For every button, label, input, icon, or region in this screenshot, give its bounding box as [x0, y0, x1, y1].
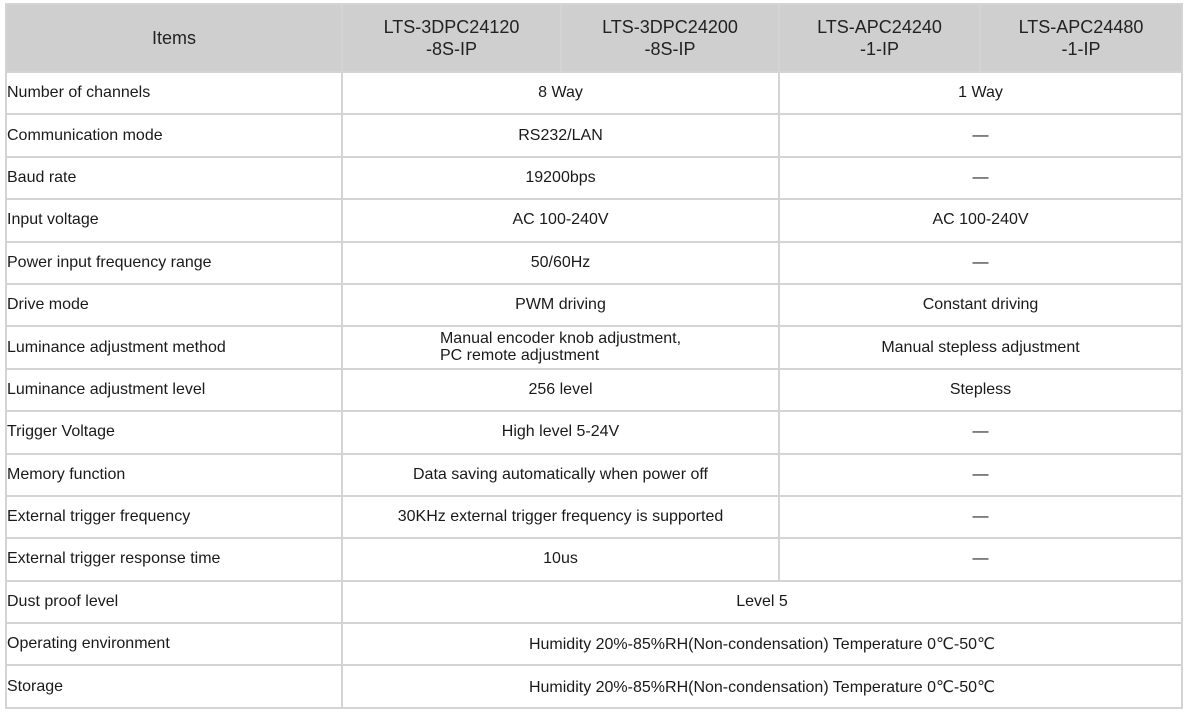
value-all-models: Humidity 20%-85%RH(Non-condensation) Temperature 0℃-50℃ [342, 665, 1182, 707]
table-row [6, 454, 1182, 496]
row-label: Operating environment [6, 623, 342, 665]
table-row [6, 284, 1182, 326]
value-8s-group: High level 5-24V [342, 411, 779, 453]
header-model-1-line2: -8S-IP [425, 39, 477, 59]
value-1ip-group: Constant driving [779, 284, 1182, 326]
value-8s-group: RS232/LAN [342, 114, 779, 156]
value-8s-group: Data saving automatically when power off [342, 454, 779, 496]
row-label: Storage [6, 665, 342, 707]
table-row [6, 665, 1182, 707]
header-row [6, 4, 1182, 72]
value-1ip-group: — [779, 454, 1182, 496]
value-1ip-group: — [779, 496, 1182, 538]
value-8s-group: 10us [342, 538, 779, 580]
value-line-2: PC remote adjustment [439, 347, 600, 365]
value-1ip-group: — [779, 538, 1182, 580]
row-label: Luminance adjustment method [6, 326, 342, 368]
value-1ip-group: — [779, 242, 1182, 284]
value-1ip-group: Manual stepless adjustment [779, 326, 1182, 368]
row-label: Luminance adjustment level [6, 369, 342, 411]
value-all-models: Level 5 [342, 581, 1182, 623]
table-row [6, 538, 1182, 580]
value-8s-group [342, 326, 779, 368]
row-label: Input voltage [6, 199, 342, 241]
specification-table [5, 3, 1183, 709]
header-model-3 [779, 4, 980, 72]
row-label: Dust proof level [6, 581, 342, 623]
value-8s-group: PWM driving [342, 284, 779, 326]
value-8s-group: 50/60Hz [342, 242, 779, 284]
value-1ip-group: — [779, 411, 1182, 453]
row-label: Drive mode [6, 284, 342, 326]
row-label: External trigger response time [6, 538, 342, 580]
row-label: Number of channels [6, 72, 342, 114]
header-model-4 [980, 4, 1182, 72]
row-label: Memory function [6, 454, 342, 496]
value-8s-group-text [440, 330, 681, 364]
table-row [6, 326, 1182, 368]
value-1ip-group: — [779, 157, 1182, 199]
value-1ip-group: 1 Way [779, 72, 1182, 114]
value-line-1: Manual encoder knob adjustment, [439, 330, 682, 348]
header-model-4-line1: LTS-APC24480 [1018, 17, 1144, 37]
value-8s-group: 19200bps [342, 157, 779, 199]
row-label: External trigger frequency [6, 496, 342, 538]
row-label: Baud rate [6, 157, 342, 199]
table-row [6, 496, 1182, 538]
header-model-2-line1: LTS-3DPC24200 [602, 17, 738, 37]
header-model-3-line1: LTS-APC24240 [817, 17, 942, 37]
value-1ip-group: AC 100-240V [779, 199, 1182, 241]
value-8s-group: 8 Way [342, 72, 779, 114]
row-label: Power input frequency range [6, 242, 342, 284]
row-label: Trigger Voltage [6, 411, 342, 453]
header-model-1 [342, 4, 561, 72]
value-8s-group: 256 level [342, 369, 779, 411]
header-items: Items [6, 4, 342, 72]
value-all-models: Humidity 20%-85%RH(Non-condensation) Temperature 0℃-50℃ [342, 623, 1182, 665]
header-model-1-line1: LTS-3DPC24120 [383, 17, 520, 37]
table-row [6, 623, 1182, 665]
table-row [6, 242, 1182, 284]
header-model-2 [561, 4, 779, 72]
value-1ip-group: — [779, 114, 1182, 156]
row-label: Communication mode [6, 114, 342, 156]
value-8s-group: 30KHz external trigger frequency is supported [342, 496, 779, 538]
table-row [6, 411, 1182, 453]
value-8s-group: AC 100-240V [342, 199, 779, 241]
table-row [6, 72, 1182, 114]
table-row [6, 581, 1182, 623]
header-model-4-line2: -1-IP [1061, 39, 1101, 59]
table-row [6, 114, 1182, 156]
table-row [6, 369, 1182, 411]
table-row [6, 199, 1182, 241]
table-row [6, 157, 1182, 199]
header-model-2-line2: -8S-IP [644, 39, 696, 59]
header-model-3-line2: -1-IP [859, 39, 899, 59]
value-1ip-group: Stepless [779, 369, 1182, 411]
